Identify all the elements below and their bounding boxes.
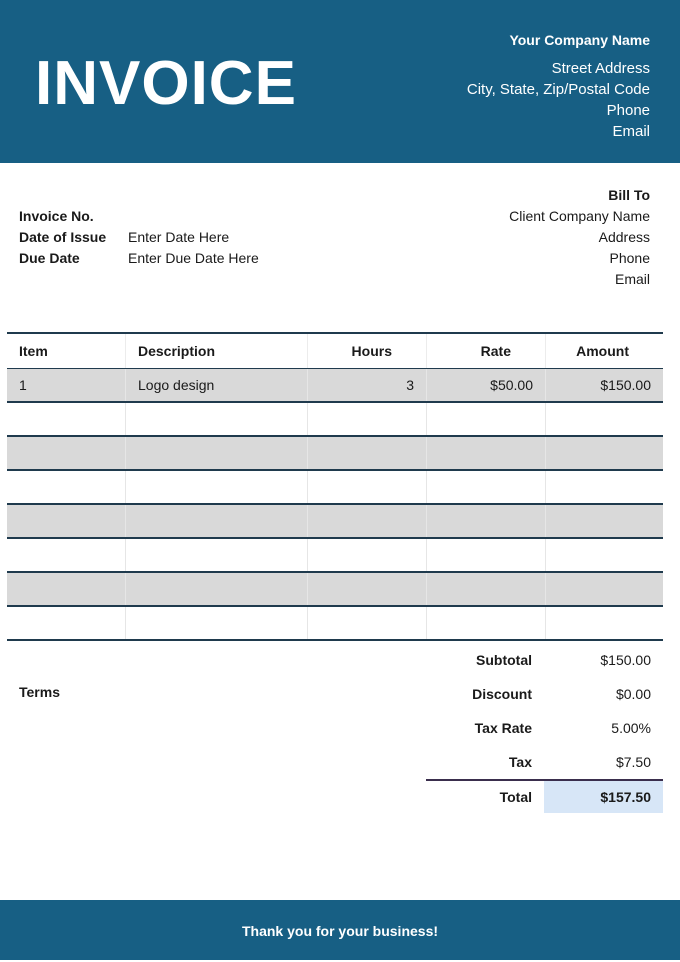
cell-rate[interactable] (426, 403, 545, 435)
cell-amount[interactable] (545, 539, 663, 571)
cell-item[interactable] (7, 607, 125, 639)
cell-hours[interactable] (307, 403, 426, 435)
table-row (7, 505, 663, 539)
tax-rate-row (426, 711, 663, 745)
cell-item[interactable] (7, 437, 125, 469)
cell-description[interactable] (125, 471, 307, 503)
subtotal-row (426, 643, 663, 677)
cell-item[interactable] (7, 573, 125, 605)
totals-block (426, 643, 663, 813)
company-phone: Phone (606, 102, 650, 119)
table-row (7, 437, 663, 471)
company-email: Email (612, 123, 650, 140)
footer-message: Thank you for your business! (241, 923, 439, 939)
invoice-no-row (19, 206, 259, 227)
col-header-hours: Hours (307, 334, 426, 368)
cell-description[interactable] (125, 607, 307, 639)
cell-rate[interactable]: $50.00 (426, 369, 545, 401)
table-header (7, 332, 663, 369)
discount-row (426, 677, 663, 711)
table-row (7, 369, 663, 403)
cell-item[interactable] (7, 471, 125, 503)
cell-item[interactable] (7, 505, 125, 537)
col-header-rate: Rate (426, 334, 545, 368)
cell-description[interactable] (125, 573, 307, 605)
cell-rate[interactable] (426, 505, 545, 537)
due-date-label: Due Date (19, 250, 80, 266)
invoice-title: INVOICE (35, 49, 297, 118)
cell-item[interactable]: 1 (19, 377, 27, 393)
invoice-no-label: Invoice No. (19, 208, 94, 224)
date-issue-label: Date of Issue (19, 229, 107, 245)
cell-amount[interactable] (545, 573, 663, 605)
cell-hours[interactable] (307, 437, 426, 469)
total-row (426, 779, 663, 813)
cell-description[interactable] (125, 403, 307, 435)
company-info (467, 30, 650, 142)
total-label: Total (499, 789, 532, 805)
due-date-value[interactable]: Enter Due Date Here (128, 250, 259, 266)
discount-label: Discount (472, 686, 532, 702)
cell-hours[interactable] (307, 607, 426, 639)
tax-value[interactable]: $7.50 (615, 754, 651, 770)
table-row (7, 403, 663, 437)
col-header-item: Item (19, 343, 48, 359)
subtotal-label: Subtotal (476, 652, 532, 668)
cell-rate[interactable] (426, 539, 545, 571)
date-issue-row (19, 227, 259, 248)
cell-hours[interactable] (307, 471, 426, 503)
date-issue-value[interactable]: Enter Date Here (128, 229, 230, 245)
cell-amount[interactable] (545, 403, 663, 435)
terms-label: Terms (19, 684, 60, 700)
tax-rate-label: Tax Rate (474, 720, 532, 736)
table-row (7, 573, 663, 607)
col-header-amount: Amount (545, 334, 663, 368)
cell-amount[interactable] (545, 505, 663, 537)
cell-item[interactable] (7, 539, 125, 571)
cell-hours[interactable] (307, 505, 426, 537)
cell-description[interactable] (125, 437, 307, 469)
table-row (7, 539, 663, 573)
discount-value[interactable]: $0.00 (615, 686, 651, 702)
bill-to-block (509, 185, 650, 290)
tax-row (426, 745, 663, 779)
cell-amount[interactable]: $150.00 (545, 369, 663, 401)
company-name: Your Company Name (509, 32, 650, 48)
subtotal-value[interactable]: $150.00 (600, 652, 651, 668)
bill-to-heading: Bill To (608, 187, 650, 203)
due-date-row (19, 248, 259, 269)
cell-description[interactable] (125, 539, 307, 571)
cell-hours[interactable] (307, 573, 426, 605)
cell-rate[interactable] (426, 573, 545, 605)
table-body (7, 369, 663, 641)
cell-amount[interactable] (545, 607, 663, 639)
invoice-meta (19, 206, 259, 269)
tax-rate-value[interactable]: 5.00% (611, 720, 651, 736)
company-street: Street Address (551, 60, 650, 77)
company-city: City, State, Zip/Postal Code (466, 81, 650, 98)
total-value[interactable]: $157.50 (544, 781, 663, 813)
cell-description[interactable]: Logo design (125, 369, 307, 401)
col-header-description: Description (125, 334, 307, 368)
cell-amount[interactable] (545, 471, 663, 503)
cell-rate[interactable] (426, 607, 545, 639)
line-items-table (7, 332, 663, 641)
cell-item[interactable] (7, 403, 125, 435)
client-company: Client Company Name (509, 208, 650, 224)
cell-hours[interactable]: 3 (307, 369, 426, 401)
invoice-header (0, 0, 680, 163)
client-address: Address (598, 229, 650, 245)
tax-label: Tax (508, 754, 532, 770)
table-row (7, 607, 663, 641)
cell-amount[interactable] (545, 437, 663, 469)
cell-description[interactable] (125, 505, 307, 537)
cell-rate[interactable] (426, 437, 545, 469)
cell-rate[interactable] (426, 471, 545, 503)
client-phone: Phone (609, 250, 650, 266)
table-row (7, 471, 663, 505)
footer-banner (0, 900, 680, 960)
client-email: Email (614, 271, 650, 287)
cell-hours[interactable] (307, 539, 426, 571)
